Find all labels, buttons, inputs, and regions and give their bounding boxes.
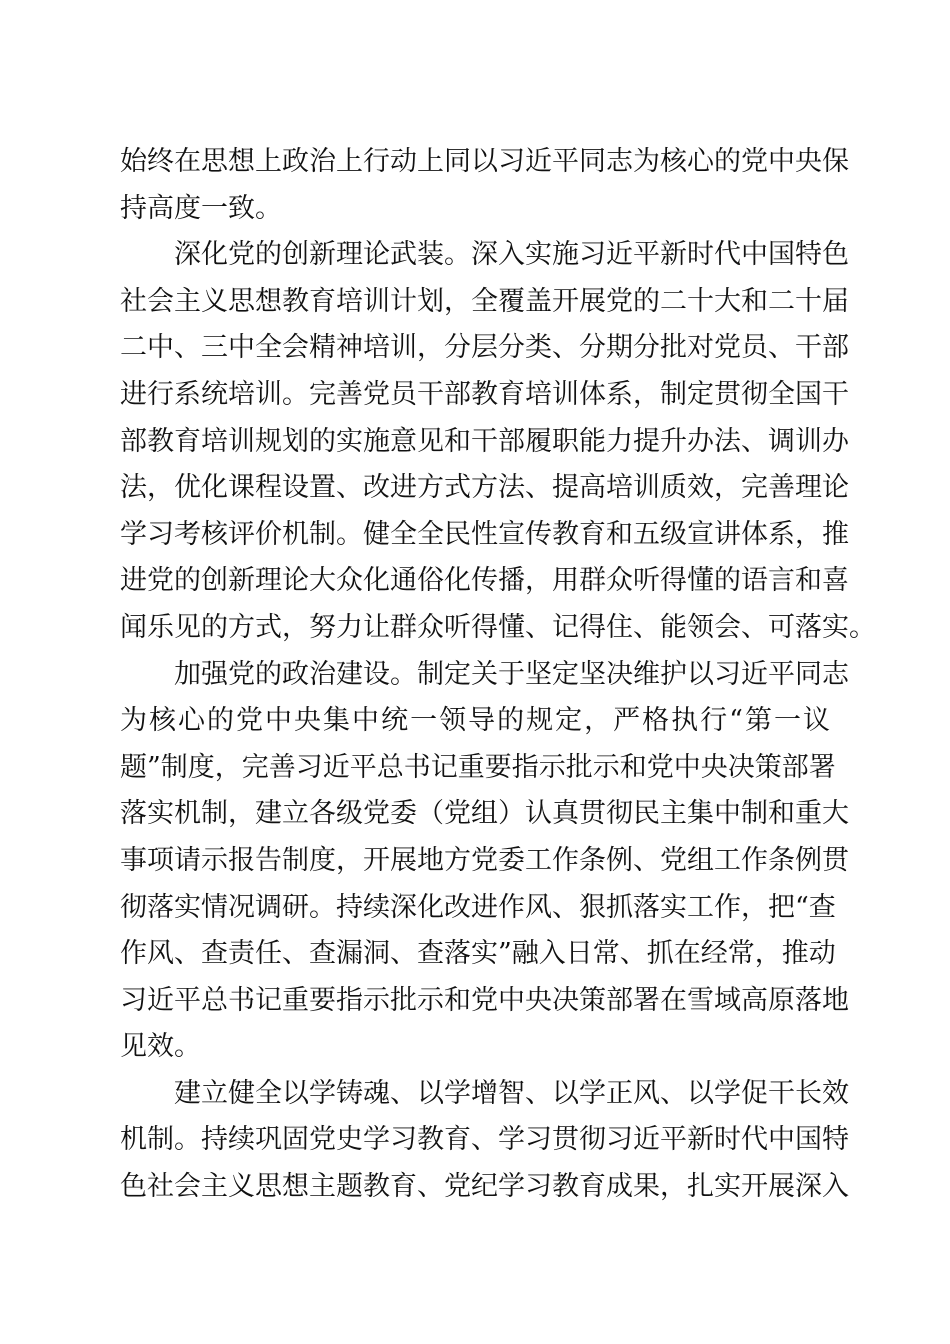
text-line: 深化党的创新理论武装。深入实施习近平新时代中国特色 [174,239,849,271]
text-line: 部教育培训规划的实施意见和干部履职能力提升办法、调训办 [120,425,849,457]
text-line: 作风、查责任、查漏洞、查落实”融入日常、抓在经常，推动 [120,938,836,970]
document-body [120,139,876,1211]
text-line: 持高度一致。 [120,192,282,224]
text-line: 见效。 [120,1031,201,1063]
text-line: 习近平总书记重要指示批示和党中央决策部署在雪域高原落地 [120,984,849,1016]
text-line: 闻乐见的方式，努力让群众听得懂、记得住、能领会、可落实。 [120,611,876,643]
text-line: 为核心的党中央集中统一领导的规定，严格执行“第一议 [120,705,830,737]
text-line: 色社会主义思想主题教育、党纪学习教育成果，扎实开展深入 [120,1171,849,1203]
text-line: 进行系统培训。完善党员干部教育培训体系，制定贯彻全国干 [120,378,849,410]
text-line: 加强党的政治建设。制定关于坚定坚决维护以习近平同志 [174,658,849,690]
text-line: 二中、三中全会精神培训，分层分类、分期分批对党员、干部 [120,332,849,364]
text-line: 始终在思想上政治上行动上同以习近平同志为核心的党中央保 [120,146,849,177]
text-line: 彻落实情况调研。持续深化改进作风、狠抓落实工作，把“查 [120,891,836,923]
text-line: 进党的创新理论大众化通俗化传播，用群众听得懂的语言和喜 [120,565,849,597]
text-line: 事项请示报告制度，开展地方党委工作条例、党组工作条例贯 [120,844,849,876]
text-line: 法，优化课程设置、改进方式方法、提高培训质效，完善理论 [120,472,849,504]
text-line: 落实机制，建立各级党委（党组）认真贯彻民主集中制和重大 [120,798,849,830]
text-line: 建立健全以学铸魂、以学增智、以学正风、以学促干长效 [174,1077,849,1109]
text-line: 学习考核评价机制。健全全民性宣传教育和五级宣讲体系，推 [120,518,849,550]
text-line: 题”制度，完善习近平总书记重要指示批示和党中央决策部署 [120,751,836,783]
text-line: 机制。持续巩固党史学习教育、学习贯彻习近平新时代中国特 [120,1124,849,1156]
text-line: 社会主义思想教育培训计划，全覆盖开展党的二十大和二十届 [120,285,849,317]
